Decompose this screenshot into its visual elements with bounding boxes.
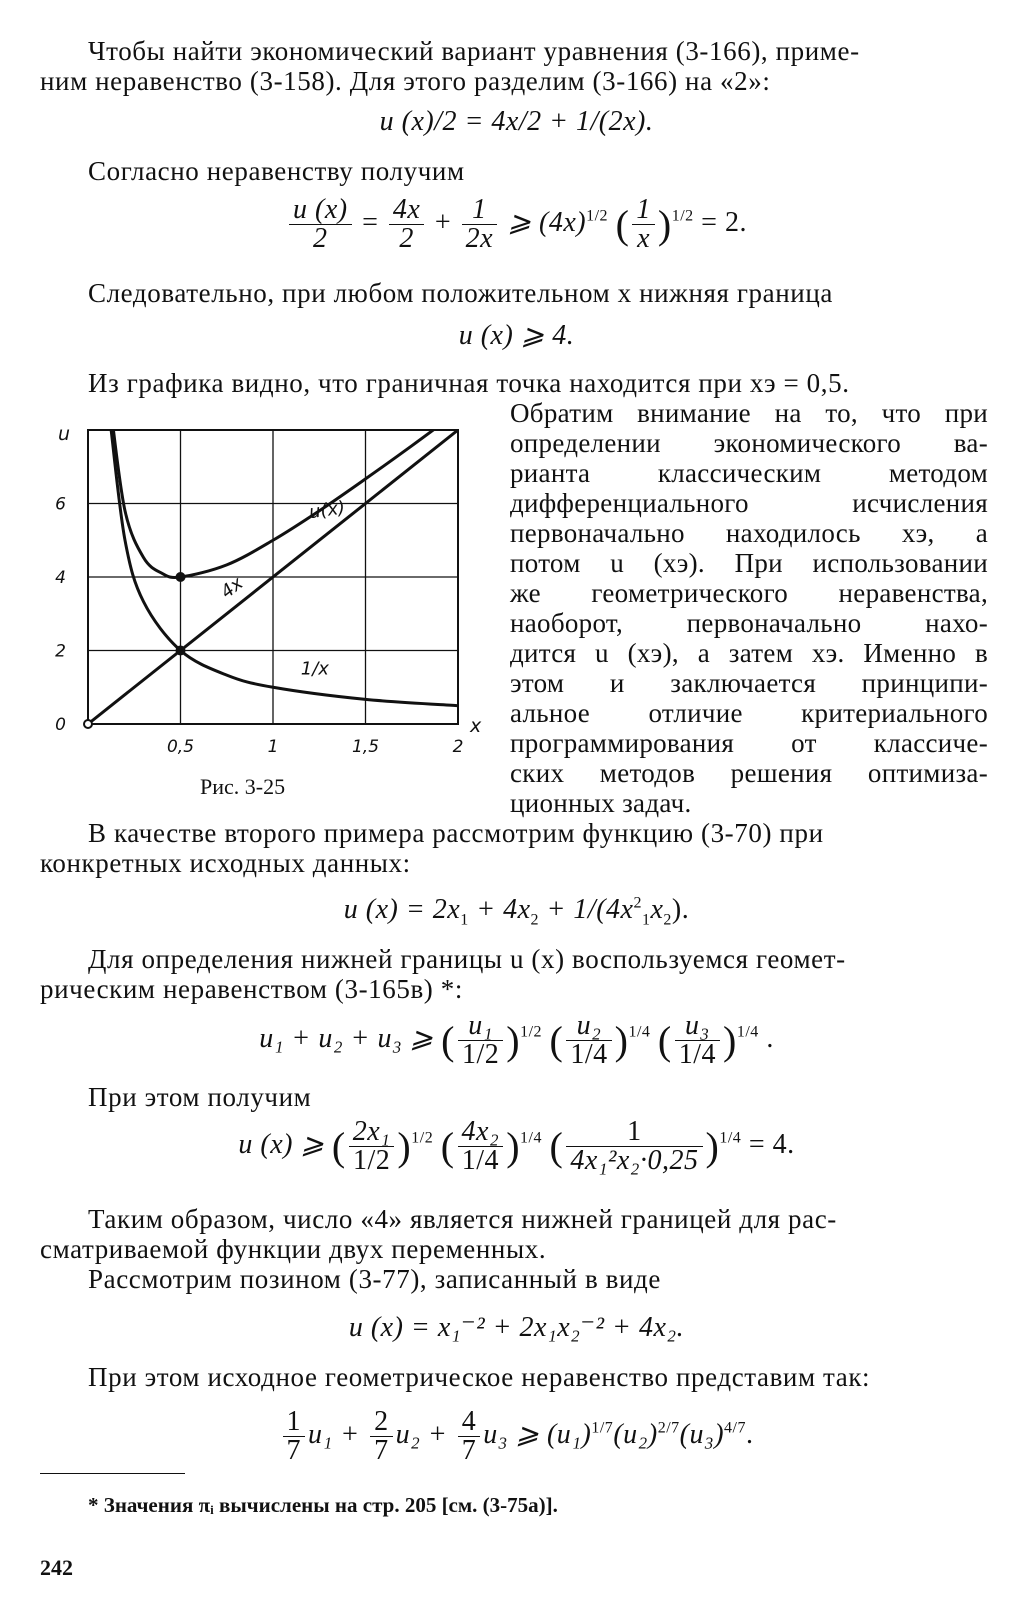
eq-mid: ⩾ (4x)	[507, 206, 587, 238]
fraction-numerator: u (x)	[289, 196, 352, 225]
eq-part: u₂ +	[395, 1418, 448, 1450]
eq-part: u₃ ⩾ (u₁)	[483, 1418, 592, 1450]
series-label: 4x	[216, 572, 248, 603]
figure-3-25-chart	[40, 420, 520, 760]
subscript: 2	[663, 911, 672, 929]
x-axis-label: x	[470, 715, 482, 737]
eq-part: u₁ + u₂ + u₃ ⩾	[259, 1022, 434, 1054]
exponent: 1/7	[591, 1419, 614, 1437]
fraction-denominator: 1/4	[570, 1039, 608, 1070]
fraction-numerator: 1	[283, 1408, 306, 1437]
side-line: Обратим внимание на то, что при	[510, 398, 988, 428]
fraction-denominator: 7	[461, 1435, 477, 1466]
x-tick-label: 1,5	[351, 737, 380, 757]
text-line: Таким образом, число «4» является нижней границей для рас-	[88, 1204, 837, 1234]
side-line: ских методов решения оптимиза-	[510, 758, 988, 788]
data-point-marker	[176, 646, 186, 656]
text-line: При этом исходное геометрическое неравенство представим так:	[88, 1362, 871, 1392]
subscript: 2	[530, 911, 540, 929]
eq-part: u (x) ⩾	[238, 1128, 325, 1160]
exponent: 4/7	[724, 1419, 746, 1437]
equation-8	[0, 1408, 1033, 1465]
eq-part: u (x) = 2x	[343, 894, 461, 925]
eq-part: (u₃)	[679, 1418, 725, 1450]
fraction-numerator: u₁	[458, 1012, 503, 1041]
text-line: Следовательно, при любом положительном x нижняя граница	[88, 278, 833, 308]
eq-part: x	[650, 894, 664, 925]
text-line: Из графика видно, что граничная точка находится при xэ = 0,5.	[88, 368, 850, 398]
subscript: 1	[460, 911, 469, 929]
text-line: Рассмотрим позином (3-77), записанный в виде	[88, 1264, 661, 1294]
exponent: 2/7	[657, 1419, 680, 1437]
exponent: 1/2	[671, 207, 694, 225]
fraction-denominator: 1/4	[678, 1039, 717, 1070]
fraction-numerator: u₃	[675, 1012, 720, 1041]
text-line: конкретных исходных данных:	[40, 848, 411, 878]
fraction-numerator: 4x₂	[458, 1118, 504, 1147]
fraction-denominator: 7	[286, 1435, 301, 1466]
fraction-numerator: 4x	[389, 196, 424, 225]
footnote-rule	[40, 1473, 185, 1474]
fraction-denominator: 2	[399, 223, 414, 254]
eq-part: + 4x	[468, 894, 531, 925]
origin-label: 0	[55, 715, 66, 735]
fraction-denominator: 2	[313, 223, 328, 254]
fraction-denominator: 4x₁²x₂·0,25	[570, 1145, 699, 1176]
side-line: наоборот, первоначально нахо-	[510, 608, 988, 638]
equation-4	[0, 894, 1033, 930]
side-line: дифференциального исчисления	[510, 488, 988, 518]
eq-tail: = 2.	[701, 206, 747, 238]
fraction-denominator: 1/2	[352, 1145, 391, 1176]
fraction-numerator: 2	[370, 1408, 393, 1437]
eq-part: ).	[671, 894, 690, 925]
text-line: Чтобы найти экономический вариант уравнения (3-166), приме-	[88, 36, 860, 66]
series-label: 1/x	[300, 658, 329, 680]
text-line: Для определения нижней границы u (x) воспользуемся геомет-	[88, 944, 846, 974]
side-line: дится u (xэ), а затем xэ. Именно в	[510, 638, 988, 668]
figure-caption: Рис. 3-25	[200, 774, 286, 799]
side-line: первоначально находилось xэ, а	[510, 518, 988, 548]
exponent: 1/4	[719, 1129, 742, 1147]
exponent: 1/2	[586, 207, 609, 225]
y-tick-label: 2	[55, 641, 66, 662]
equation-7: u (x) = x₁⁻² + 2x₁x₂⁻² + 4x₂.	[348, 1312, 685, 1343]
side-line: же геометрического неравенства,	[510, 578, 988, 608]
exponent: 1/4	[520, 1129, 542, 1147]
text-line: Согласно неравенству получим	[88, 156, 465, 186]
subscript: 1	[641, 911, 651, 929]
side-line: потом u (xэ). При использовании	[510, 548, 988, 578]
fraction-denominator: 1/4	[461, 1145, 499, 1176]
side-line: определении экономического ва-	[510, 428, 988, 458]
text-line: рическим неравенством (3-165в) *:	[40, 974, 463, 1004]
y-tick-label: 6	[55, 494, 66, 515]
text-line: сматриваемой функции двух переменных.	[40, 1234, 547, 1264]
fraction-numerator: 4	[458, 1408, 481, 1437]
equation-1: u (x)/2 = 4x/2 + 1/(2x).	[379, 106, 654, 137]
side-line: этом и заключается принципи-	[510, 668, 988, 698]
text-line: В качестве второго примера рассмотрим функцию (3-70) при	[88, 818, 824, 848]
equation-5: u₁ + u₂ + u₃ ⩾ ( $\frac{\text{u₁}}{1/2}$ )$^{1/2}$ ( $\frac{\text{u₂}}{1/4}$ )$^{1/4}$ ( $\frac{\text{u₃}}{1/4}$ )$^{1/4}$ .	[259, 1010, 774, 1070]
fraction-denominator: 1/2	[461, 1039, 500, 1070]
page-number: 242	[40, 1555, 73, 1580]
fraction-denominator: 2x	[465, 223, 494, 254]
fraction-numerator: 2x₁	[349, 1118, 395, 1147]
series-line-ux	[111, 420, 458, 577]
exponent: 1/2	[520, 1023, 543, 1041]
text-line: ним неравенство (3-158). Для этого разделим (3-166) на «2»:	[40, 66, 771, 96]
equation-2: $\frac{u (x)}{2}$ = $\frac{4x}{2}$ + $\frac{1}{2x}$ ⩾ $(4x)^{1/2}$ ( $\frac{1}{x}$ )$^{1/2}$ = 2.	[0, 196, 1033, 253]
exponent: 1/2	[411, 1129, 434, 1147]
x-tick-label: 2	[452, 737, 464, 757]
fraction-numerator: 1	[566, 1118, 702, 1147]
eq-part: + 1/(4x	[539, 894, 634, 925]
series-label: u(x)	[307, 497, 347, 524]
footnote: * Значения πᵢ вычислены на стр. 205 [см. (3-75а)].	[88, 1493, 558, 1517]
side-line: программирования от классиче-	[510, 728, 988, 758]
fraction-numerator: 1	[632, 196, 655, 225]
side-line: рианта классическим методом	[510, 458, 988, 488]
fraction-denominator: x	[637, 223, 651, 254]
x-tick-label: 1	[267, 737, 279, 757]
eq-part: .	[766, 1022, 774, 1054]
equation-3: u (x) ⩾ 4.	[458, 320, 575, 351]
side-line: ционных задач.	[510, 788, 692, 818]
text-line: При этом получим	[88, 1082, 312, 1112]
exponent: 1/4	[628, 1023, 651, 1041]
side-line: альное отличие критериального	[510, 698, 988, 728]
origin-marker	[84, 720, 92, 728]
exponent: 1/4	[736, 1023, 759, 1041]
fraction-numerator: u₂	[566, 1012, 611, 1041]
y-axis-label: u	[58, 423, 71, 445]
eq-part: .	[746, 1418, 754, 1450]
data-point-marker	[176, 572, 186, 582]
y-tick-label: 4	[55, 568, 66, 588]
x-tick-label: 0,5	[166, 737, 195, 757]
superscript: 2	[633, 894, 642, 912]
eq-part: (u₂)	[613, 1418, 658, 1450]
fraction-denominator: 7	[374, 1435, 389, 1466]
equation-6: u (x) ⩾ ( $\frac{\text{2x₁}}{1/2}$ )$^{1/2}$ ( $\frac{\text{4x₂}}{1/4}$ )$^{1/4}$ ( $\frac{1}{\text{4x₁²x₂·0,25}}$ )$^{1/4}$ = 4.	[238, 1116, 795, 1176]
eq-part: = 4.	[748, 1128, 795, 1160]
eq-part: u₁ +	[308, 1418, 360, 1450]
fraction-numerator: 1	[462, 196, 497, 225]
